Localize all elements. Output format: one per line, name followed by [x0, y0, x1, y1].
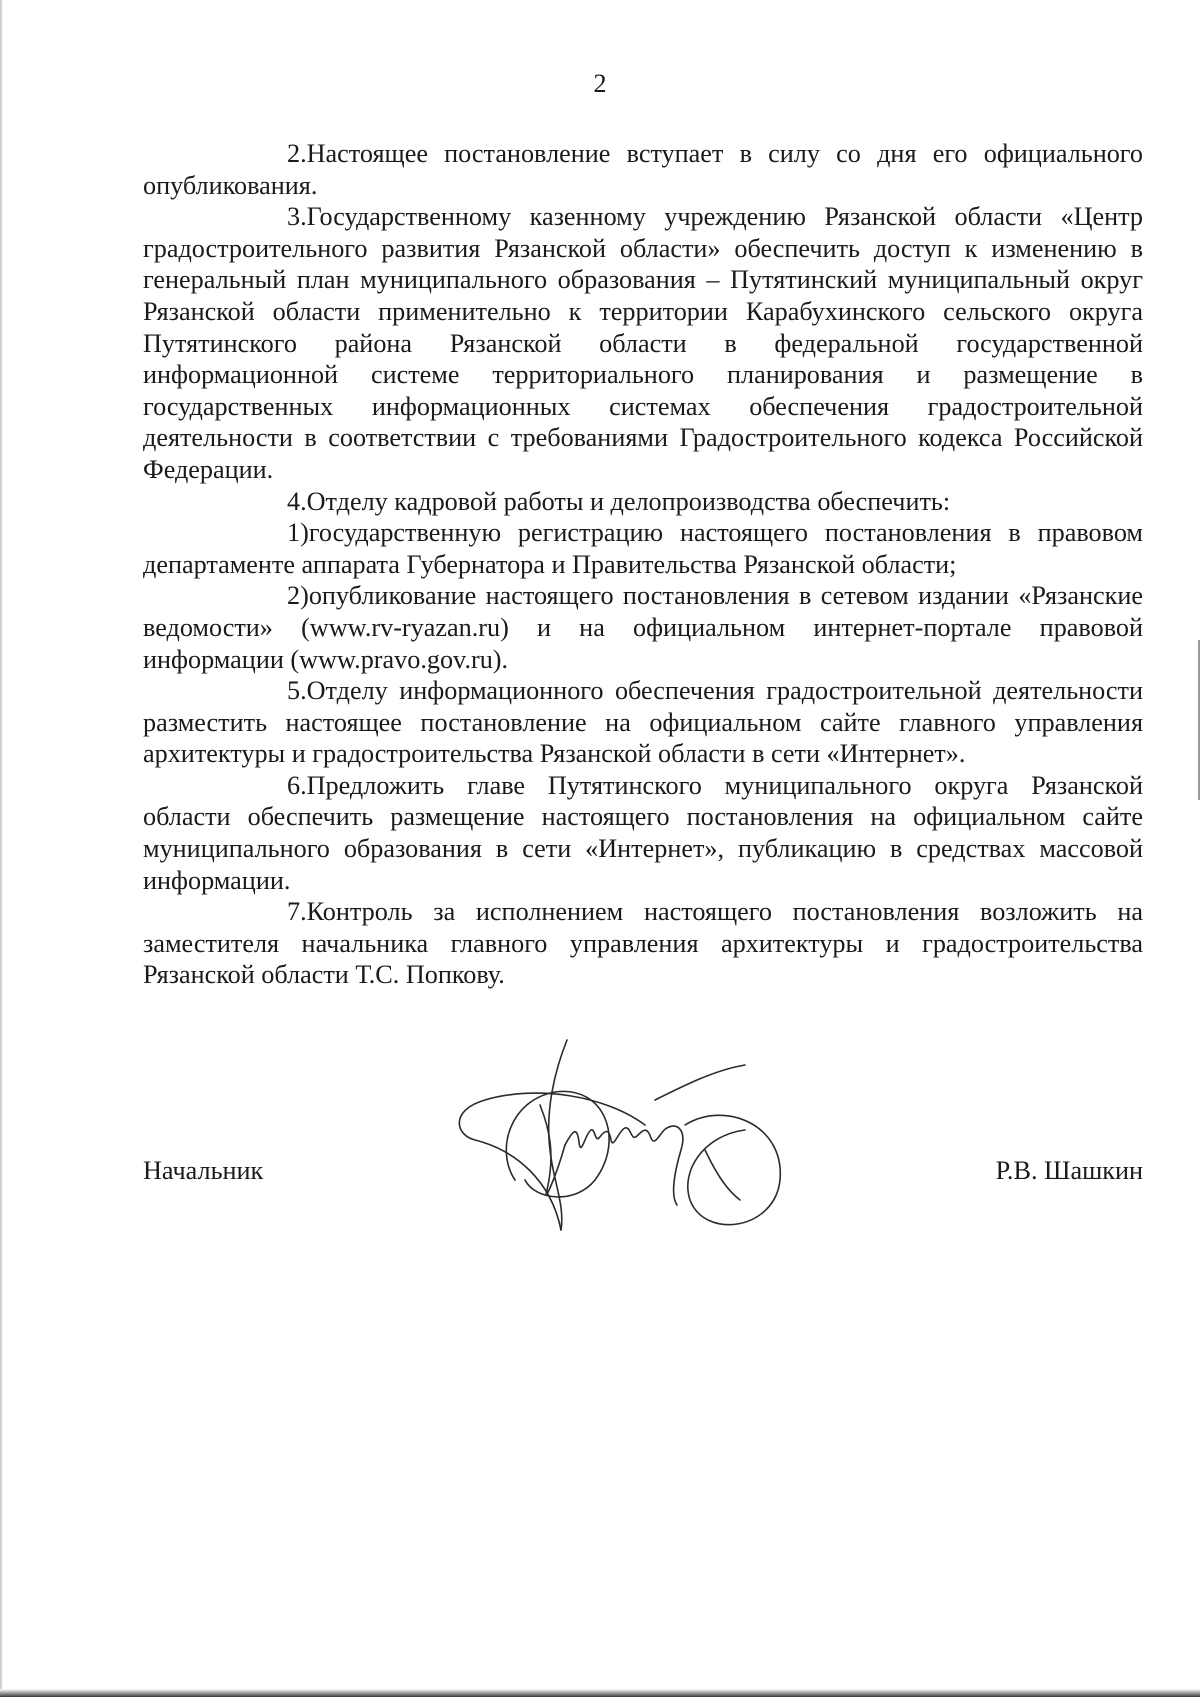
paragraph-text: Государственному казенному учреждению Рязанской области «Центр градостроительного развития Рязанской области» обеспечить доступ к изменению в генеральный план муниципального образования – Путятинский муниципальный округ Рязанской области применительно к территории Карабухинского сельского округа Путятинского района Рязанской области в федеральной государственной информационной системе территориального планирования и размещение в государственных информационных системах обеспечения градостроительной деятельности в соответствии с требованиями Градостроительного кодекса Российской Федерации.: [143, 202, 1143, 484]
subparagraph-1: [143, 517, 1143, 580]
paragraph-number: 7.: [287, 897, 307, 927]
paragraph-5: [143, 675, 1143, 770]
paragraph-text: Контроль за исполнением настоящего постановления возложить на заместителя начальника главного управления архитектуры и градостроительства Рязанской области Т.С. Попкову.: [143, 897, 1143, 990]
document-body: [143, 138, 1143, 991]
paragraph-number: 5.: [287, 676, 307, 706]
paragraph-4: [143, 486, 1143, 518]
signature-block: [143, 1155, 1143, 1195]
paragraph-number: 4.: [287, 486, 307, 516]
signatory-position: Начальник: [143, 1156, 264, 1185]
paragraph-text: Настоящее постановление вступает в силу со дня его официального опубликования.: [143, 139, 1143, 200]
paragraph-text: Отделу кадровой работы и делопроизводства обеспечить:: [306, 486, 951, 516]
paragraph-number: 1): [287, 518, 309, 548]
paragraph-3: [143, 201, 1143, 485]
subparagraph-2: [143, 580, 1143, 675]
paragraph-text: опубликование настоящего постановления в сетевом издании «Рязанские ведомости» (www.rv-ryazan.ru) и на официальном интернет-портале правовой информации (www.pravo.gov.ru).: [143, 581, 1143, 674]
handwritten-signature: [455, 1030, 825, 1260]
paragraph-7: [143, 896, 1143, 991]
paragraph-number: 2): [287, 581, 309, 611]
paragraph-number: 6.: [287, 770, 307, 800]
paragraph-text: Отделу информационного обеспечения градостроительной деятельности разместить настоящее постановление на официальном сайте главного управления архитектуры и градостроительства Рязанской области в сети «Интернет».: [143, 676, 1143, 769]
scan-edge-bottom: [0, 1689, 1200, 1697]
paragraph-2: [143, 138, 1143, 201]
paragraph-number: 3.: [287, 202, 307, 232]
signatory-name: Р.В. Шашкин: [995, 1156, 1143, 1185]
paragraph-text: Предложить главе Путятинского муниципального округа Рязанской области обеспечить размещение настоящего постановления на официальном сайте муниципального образования в сети «Интернет», публикацию в средствах массовой информации.: [143, 770, 1143, 895]
paragraph-number: 2.: [287, 139, 307, 168]
scan-edge-left: [0, 0, 3, 1697]
paragraph-text: государственную регистрацию настоящего постановления в правовом департаменте аппарата Губернатора и Правительства Рязанской области;: [143, 518, 1143, 579]
page-number: 2: [593, 69, 607, 98]
paragraph-6: [143, 770, 1143, 896]
